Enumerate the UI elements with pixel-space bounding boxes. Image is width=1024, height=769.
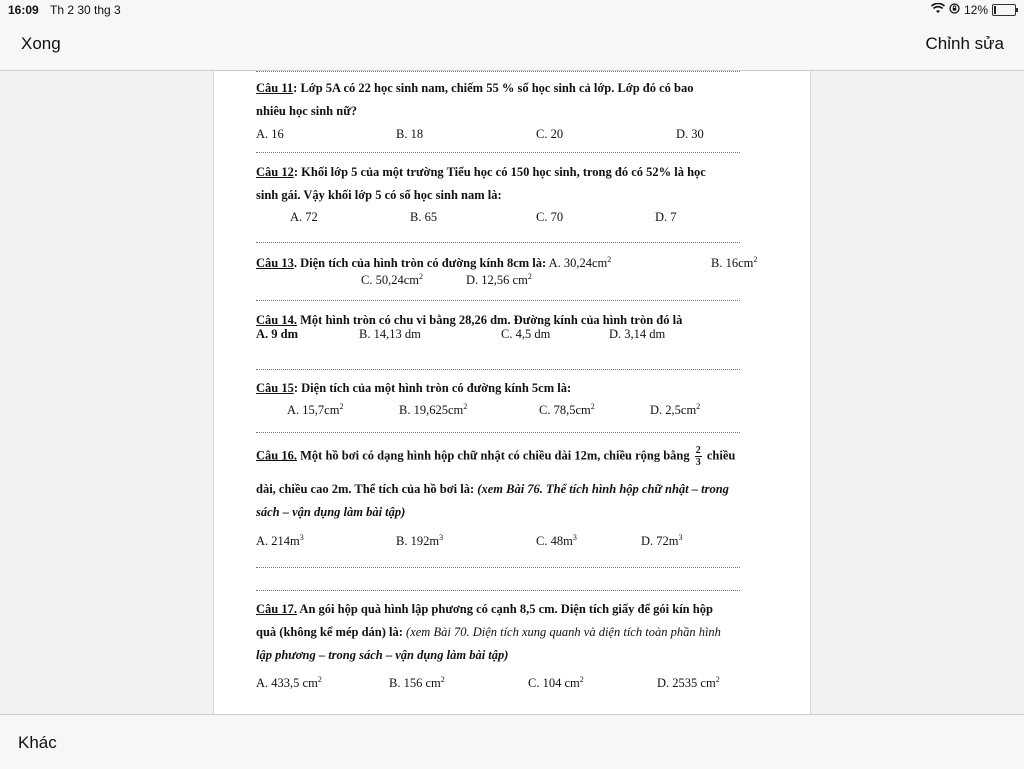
- question-reference: lập phương – trong sách – vận dụng làm bài tập): [256, 648, 509, 662]
- option-c: C. $78,5cm^2$: [539, 401, 595, 417]
- question-11: [256, 81, 776, 119]
- option-a: A. 16: [256, 127, 284, 141]
- question-label: Câu 14.: [256, 313, 297, 327]
- divider: [256, 432, 740, 433]
- question-13: [256, 256, 776, 271]
- battery-icon: [992, 4, 1016, 16]
- question-text: quà (không kể mép dán) là:: [256, 625, 403, 639]
- option-a: A. $15,7cm^2$: [287, 401, 344, 417]
- option-b: B. $192m^3$: [396, 532, 444, 548]
- status-time: 16:09: [8, 3, 39, 17]
- option-b: B. 156 $cm^2$: [389, 674, 445, 690]
- option-a: A. 9 dm: [256, 327, 299, 341]
- question-text: Một hình tròn có chu vi bằng 28,26 dm. Đường kính của hình tròn đó là: [296, 313, 683, 327]
- question-17: [256, 602, 776, 663]
- status-bar: [0, 0, 1024, 20]
- status-date: Th 2 30 thg 3: [50, 3, 121, 17]
- battery-percent: 12%: [963, 3, 988, 17]
- question-14: [256, 313, 776, 328]
- option-d: D. 2535 $cm^2$: [657, 674, 720, 690]
- question-text: : Diện tích của một hình tròn có đường kính 5cm là:: [293, 381, 572, 395]
- divider: [256, 71, 740, 72]
- divider: [256, 300, 740, 301]
- question-12: [256, 165, 776, 203]
- question-text: : Khối lớp 5 của một trường Tiểu học có 150 học sinh, trong đó có 52% là học: [293, 165, 706, 179]
- wifi-icon: [931, 3, 945, 17]
- question-text: . Diện tích của hình tròn có đường kính 8cm là:: [293, 256, 547, 270]
- document-page: [213, 71, 811, 714]
- option-c: C. $48m^3$: [536, 532, 577, 548]
- question-label: Câu 16.: [256, 448, 297, 463]
- more-button[interactable]: Khác: [18, 733, 57, 752]
- option-a: A. $214m^3$: [256, 532, 304, 548]
- battery-fill: [994, 6, 996, 14]
- option-d: D. 12,56 $cm^2$: [466, 271, 532, 287]
- question-label: Câu 13: [256, 256, 294, 270]
- option-d: D. 7: [655, 210, 677, 224]
- option-a: A. 433,5 $cm^2$: [256, 674, 322, 690]
- question-text: Một hồ bơi có dạng hình hộp chữ nhật có chiều dài 12m, chiều rộng bằng: [296, 448, 690, 463]
- fraction: $\frac{2}{3}$: [695, 445, 701, 468]
- question-16: Câu 16. Một hồ bơi có dạng hình hộp chữ nhật có chiều dài 12m, chiều rộng bằng $\frac{2}{3}$ chiều dài, chiều cao 2m. Thể tích của hồ bơi là: (xem Bài 76. Thể tích hình hộp chữ nhật – trong sách – vận dụng làm bài tập): [256, 445, 776, 520]
- option-b: B. $19,625cm^2$: [399, 401, 468, 417]
- question-reference: (xem Bài 70. Diện tích xung quanh và diện tích toàn phần hình: [406, 625, 721, 639]
- option-a: A. 72: [290, 210, 318, 224]
- option-b: B. 65: [410, 210, 438, 224]
- question-text: sinh gái. Vậy khối lớp 5 có số học sinh nam là:: [256, 188, 502, 202]
- option-c: C. 104 $cm^2$: [528, 674, 584, 690]
- question-label: Câu 17.: [256, 602, 297, 616]
- question-label: Câu 11: [256, 81, 294, 95]
- question-text: An gói hộp quà hình lập phương có cạnh 8,5 cm. Diện tích giấy để gói kín hộp: [296, 602, 713, 616]
- question-text: dài, chiều cao 2m. Thể tích của hồ bơi là:: [256, 482, 475, 496]
- question-label: Câu 15: [256, 381, 294, 395]
- bottom-toolbar: [0, 714, 1024, 769]
- option-c: C. $50,24cm^2$: [361, 271, 423, 287]
- option-d: D. 3,14 dm: [609, 327, 666, 341]
- divider: [256, 152, 740, 153]
- option-b: B. $16cm^2$: [711, 254, 758, 270]
- divider: [256, 590, 740, 591]
- nav-bar: [0, 20, 1024, 71]
- done-button[interactable]: Xong: [21, 34, 61, 53]
- option-d: D. 30: [676, 127, 704, 141]
- option-a: A. $30,24cm^2$: [548, 254, 612, 270]
- option-d: D. $2,5cm^2$: [650, 401, 701, 417]
- status-right: [931, 3, 1016, 17]
- option-d: D. $72m^3$: [641, 532, 683, 548]
- question-text: nhiêu học sinh nữ?: [256, 104, 357, 118]
- edit-button[interactable]: Chỉnh sửa: [925, 34, 1004, 53]
- question-reference: sách – vận dụng làm bài tập): [256, 505, 406, 519]
- option-c: C. 20: [536, 127, 564, 141]
- question-text: : Lớp 5A có 22 học sinh nam, chiếm 55 % số học sinh cả lớp. Lớp đó có bao: [293, 81, 694, 95]
- option-c: C. 70: [536, 210, 564, 224]
- document-viewer[interactable]: [0, 71, 1024, 714]
- question-reference: (xem Bài 76. Thể tích hình hộp chữ nhật – trong: [477, 482, 729, 496]
- divider: [256, 567, 740, 568]
- divider: [256, 242, 740, 243]
- option-b: B. 14,13 dm: [359, 327, 421, 341]
- option-c: C. 4,5 dm: [501, 327, 551, 341]
- question-15: [256, 381, 776, 396]
- rotation-lock-icon: [949, 3, 960, 17]
- question-label: Câu 12: [256, 165, 294, 179]
- divider: [256, 369, 740, 370]
- option-b: B. 18: [396, 127, 424, 141]
